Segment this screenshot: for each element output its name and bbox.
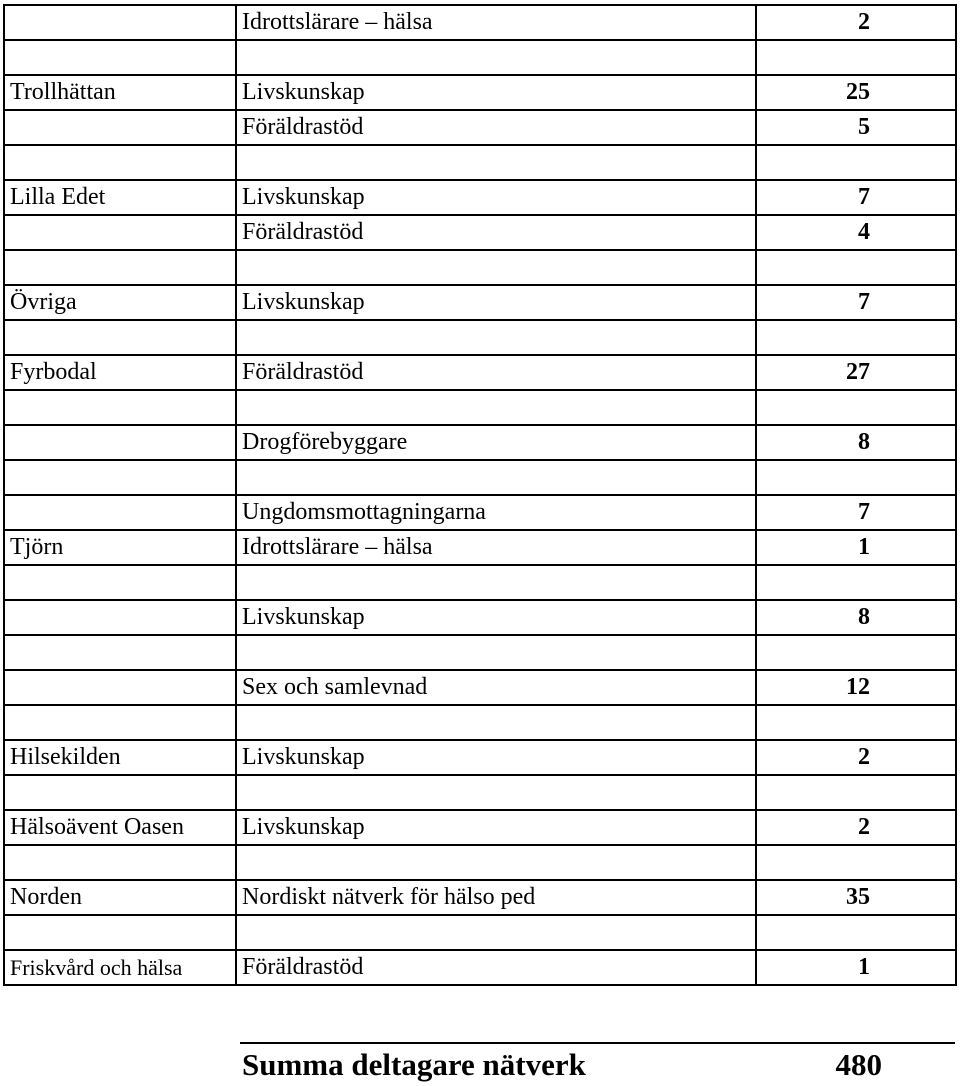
table-row (4, 565, 956, 600)
table-row (4, 600, 956, 635)
table-row (4, 740, 956, 775)
count-cell (756, 705, 956, 740)
activity-cell: Livskunskap (236, 285, 756, 320)
count-cell (756, 250, 956, 285)
activity-cell: Föräldrastöd (236, 215, 756, 250)
activity-cell: Livskunskap (236, 75, 756, 110)
table-row (4, 880, 956, 915)
count-cell (756, 460, 956, 495)
place-cell (4, 845, 236, 880)
table-row (4, 250, 956, 285)
count-cell: 2 (756, 810, 956, 845)
activity-cell (236, 705, 756, 740)
place-cell (4, 390, 236, 425)
place-cell (4, 460, 236, 495)
count-cell (756, 915, 956, 950)
count-cell: 7 (756, 285, 956, 320)
count-cell: 35 (756, 880, 956, 915)
table-row (4, 75, 956, 110)
activity-cell (236, 775, 756, 810)
activity-cell (236, 635, 756, 670)
activity-cell: Sex och samlevnad (236, 670, 756, 705)
place-cell (4, 40, 236, 75)
activity-cell: Föräldrastöd (236, 110, 756, 145)
place-cell: Trollhättan (4, 75, 236, 110)
count-cell (756, 565, 956, 600)
place-cell (4, 670, 236, 705)
count-cell: 7 (756, 495, 956, 530)
summary-value: 480 (835, 1047, 882, 1082)
count-cell (756, 320, 956, 355)
activity-cell: Nordiskt nätverk för hälso ped (236, 880, 756, 915)
count-cell (756, 775, 956, 810)
count-cell: 4 (756, 215, 956, 250)
table-row (4, 950, 956, 985)
count-cell: 2 (756, 5, 956, 40)
table-row (4, 390, 956, 425)
place-cell: Övriga (4, 285, 236, 320)
table-row (4, 110, 956, 145)
activity-cell (236, 320, 756, 355)
grid-body (4, 5, 956, 985)
count-cell (756, 635, 956, 670)
place-cell (4, 495, 236, 530)
count-cell (756, 845, 956, 880)
activity-cell (236, 915, 756, 950)
summary-row (240, 1042, 955, 1086)
count-cell: 8 (756, 425, 956, 460)
activity-cell: Idrottslärare – hälsa (236, 5, 756, 40)
place-cell (4, 215, 236, 250)
activity-cell (236, 845, 756, 880)
activity-cell (236, 145, 756, 180)
table-row (4, 915, 956, 950)
summary-label: Summa deltagare nätverk (242, 1047, 586, 1082)
table-row (4, 845, 956, 880)
table-row (4, 215, 956, 250)
activity-cell (236, 250, 756, 285)
data-grid (3, 4, 957, 986)
count-cell: 8 (756, 600, 956, 635)
place-cell (4, 425, 236, 460)
place-cell: Norden (4, 880, 236, 915)
place-cell (4, 600, 236, 635)
place-cell: Lilla Edet (4, 180, 236, 215)
table-row (4, 495, 956, 530)
activity-cell: Livskunskap (236, 740, 756, 775)
table-row (4, 670, 956, 705)
activity-cell: Ungdomsmottagningarna (236, 495, 756, 530)
table-row (4, 635, 956, 670)
place-cell (4, 775, 236, 810)
table-row (4, 40, 956, 75)
table-row (4, 5, 956, 40)
count-cell: 5 (756, 110, 956, 145)
activity-cell (236, 460, 756, 495)
place-cell (4, 250, 236, 285)
count-cell (756, 145, 956, 180)
count-cell: 1 (756, 530, 956, 565)
count-cell (756, 40, 956, 75)
place-cell: Tjörn (4, 530, 236, 565)
place-cell (4, 5, 236, 40)
count-cell: 25 (756, 75, 956, 110)
table-row (4, 425, 956, 460)
place-cell: Hilsekilden (4, 740, 236, 775)
place-cell (4, 110, 236, 145)
place-cell: Fyrbodal (4, 355, 236, 390)
count-cell: 27 (756, 355, 956, 390)
table-row (4, 530, 956, 565)
activity-cell (236, 565, 756, 600)
table-row (4, 705, 956, 740)
table-row (4, 320, 956, 355)
activity-cell: Livskunskap (236, 600, 756, 635)
count-cell (756, 390, 956, 425)
place-cell: Hälsoävent Oasen (4, 810, 236, 845)
network-participants-table (3, 4, 955, 986)
table-row (4, 285, 956, 320)
activity-cell (236, 390, 756, 425)
place-cell: Friskvård och hälsa (4, 950, 236, 985)
place-cell (4, 915, 236, 950)
activity-cell: Livskunskap (236, 810, 756, 845)
place-cell (4, 705, 236, 740)
count-cell: 12 (756, 670, 956, 705)
activity-cell (236, 40, 756, 75)
place-cell (4, 320, 236, 355)
table-row (4, 775, 956, 810)
count-cell: 7 (756, 180, 956, 215)
table-row (4, 145, 956, 180)
activity-cell: Föräldrastöd (236, 950, 756, 985)
table-row (4, 355, 956, 390)
activity-cell: Idrottslärare – hälsa (236, 530, 756, 565)
place-cell (4, 145, 236, 180)
table-row (4, 460, 956, 495)
table-row (4, 810, 956, 845)
table-row (4, 180, 956, 215)
activity-cell: Föräldrastöd (236, 355, 756, 390)
count-cell: 1 (756, 950, 956, 985)
place-cell (4, 635, 236, 670)
activity-cell: Livskunskap (236, 180, 756, 215)
count-cell: 2 (756, 740, 956, 775)
place-cell (4, 565, 236, 600)
activity-cell: Drogförebyggare (236, 425, 756, 460)
